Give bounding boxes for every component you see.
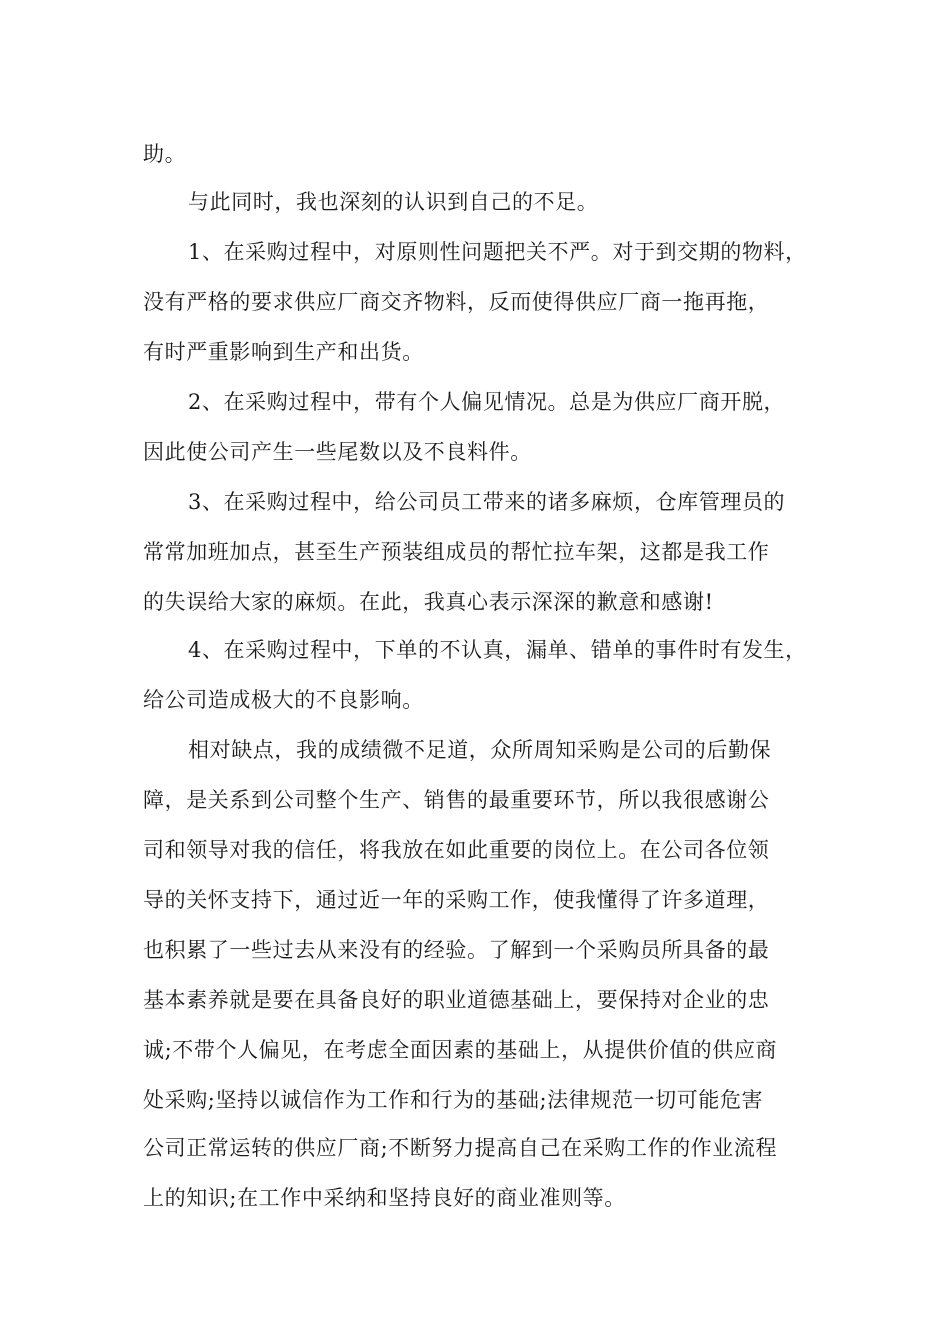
- paragraph-item-4: 4、在采购过程中，下单的不认真，漏单、错单的事件时有发生，: [188, 638, 807, 662]
- text-line: 上的知识;在工作中采纳和坚持良好的商业准则等。: [143, 1186, 626, 1210]
- text-line: 导的关怀支持下，通过近一年的采购工作，使我懂得了许多道理，: [143, 888, 770, 912]
- text-line: 有时严重影响到生产和出货。: [143, 340, 424, 364]
- text-line: 的失误给大家的麻烦。在此，我真心表示深深的歉意和感谢!: [143, 590, 714, 614]
- paragraph-summary: 相对缺点，我的成绩微不足道，众所周知采购是公司的后勤保: [188, 738, 772, 762]
- text-line: 司和领导对我的信任，将我放在如此重要的岗位上。在公司各位领: [143, 838, 770, 862]
- paragraph-intro: 与此同时，我也深刻的认识到自己的不足。: [188, 190, 599, 214]
- text-line: 处采购;坚持以诚信作为工作和行为的基础;法律规范一切可能危害: [143, 1088, 764, 1112]
- text-line: 因此使公司产生一些尾数以及不良料件。: [143, 440, 532, 464]
- text-line: 给公司造成极大的不良影响。: [143, 688, 424, 712]
- paragraph-item-3: 3、在采购过程中，给公司员工带来的诸多麻烦，仓库管理员的: [188, 490, 786, 514]
- text-line: 基本素养就是要在具备良好的职业道德基础上，要保持对企业的忠: [143, 988, 770, 1012]
- text-line: 助。: [143, 142, 187, 166]
- text-line: 公司正常运转的供应厂商;不断努力提高自己在采购工作的作业流程: [143, 1136, 778, 1160]
- text-line: 也积累了一些过去从来没有的经验。了解到一个采购员所具备的最: [143, 938, 770, 962]
- text-line: 没有严格的要求供应厂商交齐物料，反而使得供应厂商一拖再拖，: [143, 290, 770, 314]
- paragraph-item-2: 2、在采购过程中，带有个人偏见情况。总是为供应厂商开脱，: [188, 390, 786, 414]
- paragraph-item-1: 1、在采购过程中，对原则性问题把关不严。对于到交期的物料，: [188, 240, 807, 264]
- text-line: 常常加班加点，甚至生产预装组成员的帮忙拉车架，这都是我工作: [143, 540, 770, 564]
- text-line: 障，是关系到公司整个生产、销售的最重要环节，所以我很感谢公: [143, 788, 770, 812]
- text-line: 诚;不带个人偏见，在考虑全面因素的基础上，从提供价值的供应商: [143, 1038, 778, 1062]
